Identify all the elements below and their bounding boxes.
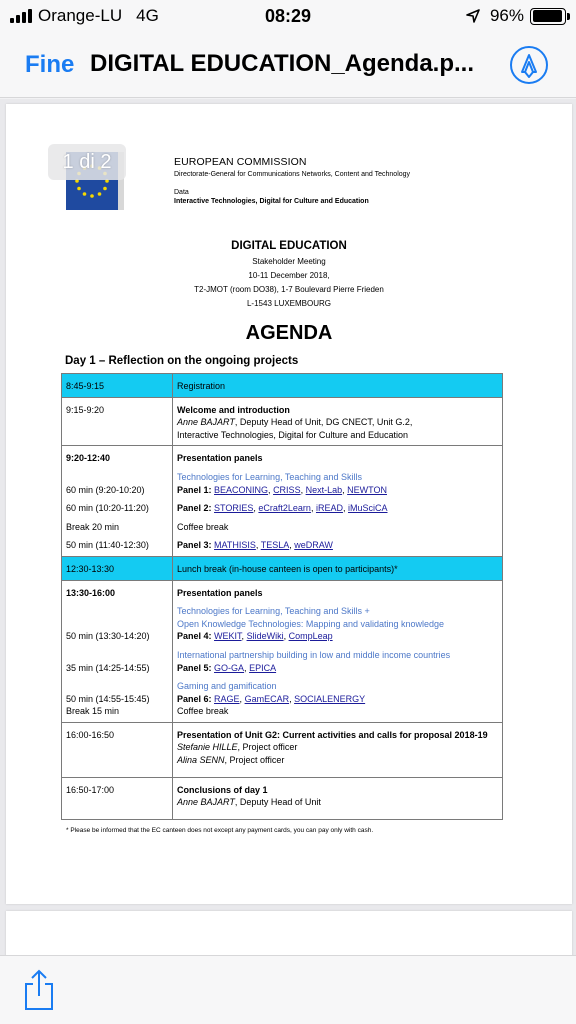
time-cell: 12:30-13:30: [62, 556, 173, 580]
table-row: [62, 722, 503, 777]
event-date: 10-11 December 2018,: [248, 271, 330, 280]
project-link[interactable]: iMuSciCA: [348, 503, 388, 514]
eu-star: [90, 194, 94, 198]
eu-star: [83, 192, 87, 196]
event-address-2: L-1543 LUXEMBOURG: [246, 299, 332, 308]
project-link[interactable]: EPICA: [249, 662, 277, 673]
project-link[interactable]: TESLA: [260, 540, 290, 551]
pdf-page-1: [6, 104, 572, 904]
location-arrow-icon: [466, 9, 480, 23]
project-link[interactable]: BEACONING: [214, 484, 269, 495]
status-time: 08:29: [264, 6, 312, 26]
project-link[interactable]: Next-Lab: [305, 484, 343, 495]
share-icon: [22, 969, 56, 1011]
eu-star: [98, 192, 102, 196]
content-cell: Presentation panels Technologies for Learning, Teaching and Skills + Open Knowledge Technologies: Mapping and validating knowledge Panel 4: WEKIT, SlideWiki, CompLeap International partnership building in low and middle income countries Panel 5: GO-GA, EPICA Gaming and gamification Panel 6: RAGE, GamECAR, SOCIALENERGY Coffee break: [173, 580, 503, 722]
event-title: DIGITAL EDUCATION: [231, 240, 347, 252]
document-viewer[interactable]: [0, 99, 576, 955]
eu-star: [77, 187, 81, 191]
letterhead: [174, 156, 410, 205]
project-link[interactable]: CompLeap: [288, 631, 333, 642]
project-link[interactable]: SlideWiki: [246, 631, 284, 642]
bottom-toolbar: [0, 955, 576, 1024]
project-link[interactable]: MATHISIS: [214, 540, 256, 551]
table-row: [62, 556, 503, 580]
battery-percent: 96%: [489, 6, 524, 25]
table-row: [62, 446, 503, 557]
footnote: * Please be informed that the EC canteen does not except any payment cards, you can pay only with cash.: [66, 827, 374, 834]
status-right: [466, 6, 566, 26]
project-link[interactable]: RAGE: [214, 693, 240, 704]
unit-name: Interactive Technologies, Digital for Culture and Education: [174, 198, 369, 205]
project-link[interactable]: SOCIALENERGY: [294, 693, 366, 704]
time-cell: 16:50-17:00: [62, 777, 173, 819]
agenda-table: [61, 373, 503, 820]
battery-icon: [530, 8, 566, 25]
project-link[interactable]: STORIES: [214, 503, 254, 514]
project-link[interactable]: GO-GA: [214, 662, 245, 673]
eu-star: [103, 187, 107, 191]
event-header: [12, 240, 566, 308]
time-cell: 8:45-9:15: [62, 374, 173, 398]
content-cell: Presentation panels Technologies for Learning, Teaching and Skills Panel 1: BEACONING, CRISS, Next-Lab, NEWTON Panel 2: STORIES, eCraft2Learn, iREAD, iMuSciCA Coffee break Panel 3: MATHISIS, TESLA, weDRAW: [173, 446, 503, 557]
time-cell: 9:15-9:20: [62, 397, 173, 446]
agenda-title: AGENDA: [245, 322, 333, 344]
dg-name: Directorate-General for Communications Networks, Content and Technology: [174, 171, 411, 178]
network-type: 4G: [136, 6, 159, 25]
share-button[interactable]: [22, 969, 56, 1016]
done-button[interactable]: Fine: [25, 51, 75, 78]
project-link[interactable]: GamECAR: [244, 693, 290, 704]
status-bar: [0, 0, 576, 32]
content-cell: Presentation of Unit G2: Current activities and calls for proposal 2018-19 Stefanie HILLE, Project officer Alina SENN, Project officer: [173, 722, 503, 777]
project-link[interactable]: eCraft2Learn: [258, 503, 311, 514]
table-row: [62, 397, 503, 446]
document-title: DIGITAL EDUCATION_Agenda.p...: [90, 50, 475, 77]
content-cell: Registration: [173, 374, 503, 398]
project-link[interactable]: WEKIT: [214, 631, 242, 642]
project-link[interactable]: NEWTON: [347, 484, 387, 495]
content-cell: Lunch break (in-house canteen is open to participants)*: [173, 556, 503, 580]
project-link[interactable]: CRISS: [273, 484, 301, 495]
day-title: Day 1 – Reflection on the ongoing projects: [65, 355, 299, 367]
org-name: EUROPEAN COMMISSION: [174, 156, 307, 168]
markup-pen-icon: [519, 53, 539, 79]
table-row: [62, 580, 503, 722]
markup-button[interactable]: [510, 46, 548, 84]
content-cell: Welcome and introduction Anne BAJART, Deputy Head of Unit, DG CNECT, Unit G.2, Interactive Technologies, Digital for Culture and Education: [173, 397, 503, 446]
unit-label: Data: [174, 189, 189, 196]
project-link[interactable]: iREAD: [315, 503, 343, 514]
carrier-name: Orange-LU: [38, 6, 123, 25]
content-cell: Conclusions of day 1 Anne BAJART, Deputy Head of Unit: [173, 777, 503, 819]
event-address-1: T2-JMOT (room DO38), 1-7 Boulevard Pierre Frieden: [194, 285, 384, 294]
time-cell: 13:30-16:00 50 min (13:30-14:20) 35 min (14:25-14:55) 50 min (14:55-15:45) Break 15 min: [62, 580, 173, 722]
table-row: [62, 777, 503, 819]
table-row: [62, 374, 503, 398]
page-indicator: 1 di 2: [48, 144, 126, 180]
time-cell: 9:20-12:40 60 min (9:20-10:20) 60 min (10:20-11:20) Break 20 min 50 min (11:40-12:30): [62, 446, 173, 557]
project-link[interactable]: weDRAW: [294, 540, 333, 551]
event-subtitle: Stakeholder Meeting: [252, 257, 326, 266]
time-cell: 16:00-16:50: [62, 722, 173, 777]
nav-bar: [0, 32, 576, 98]
